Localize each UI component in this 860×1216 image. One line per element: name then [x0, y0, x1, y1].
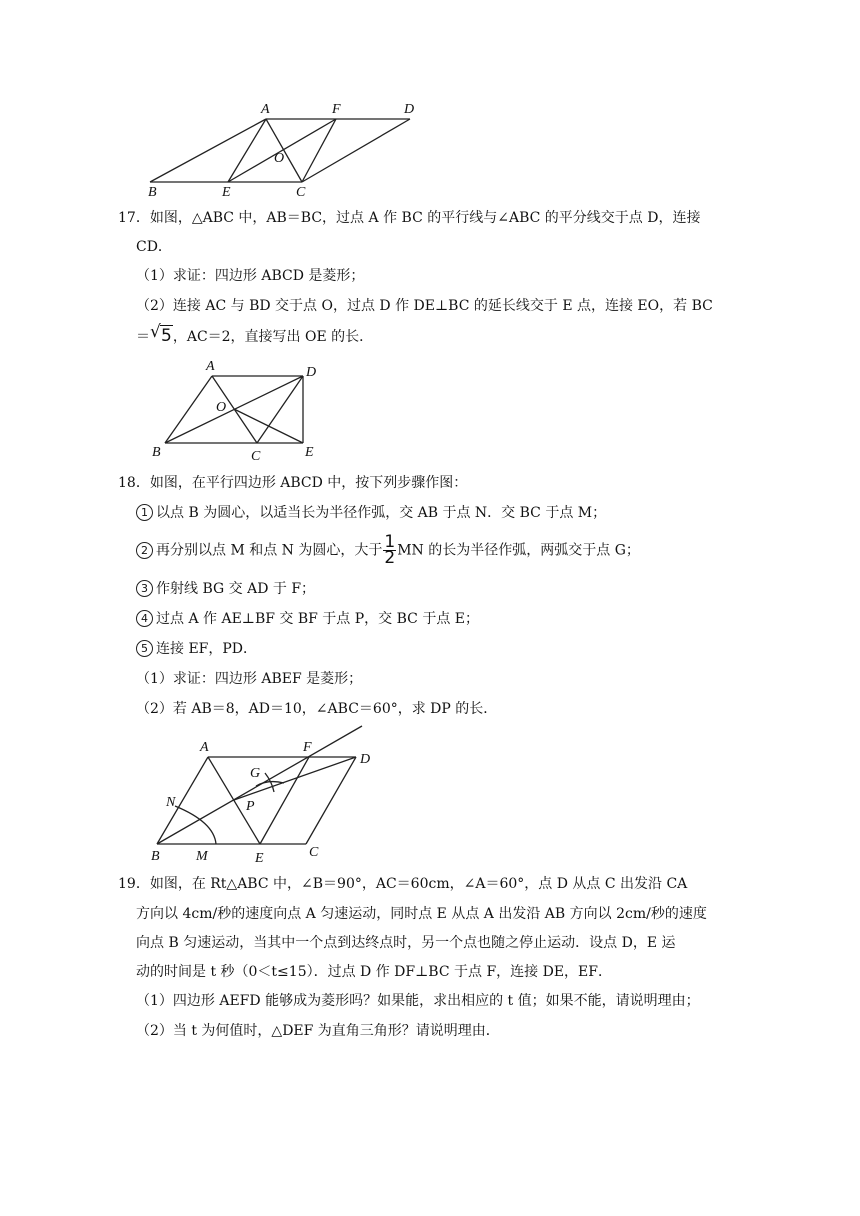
label-E: E [222, 185, 231, 200]
fraction-half [383, 532, 396, 568]
q17-part2-rest: ，AC＝2，直接写出 OE 的长． [172, 329, 374, 345]
label-C: C [309, 845, 319, 860]
fraction-numerator: 1 [384, 532, 396, 552]
q17-part2-line1: （2）连接 AC 与 BD 交于点 O，过点 D 作 DE⊥BC 的延长线交于 E 点，连接 EO，若 BC [136, 298, 713, 314]
q19-line2: 方向以 4cm/秒的速度向点 A 匀速运动，同时点 E 从点 A 出发沿 AB 方向以 2cm/秒的速度 [136, 906, 707, 922]
step-marker-3: 3 [136, 580, 153, 597]
label-E: E [305, 445, 314, 460]
step-text-4: 过点 A 作 AE⊥BF 交 BF 于点 P，交 BC 于点 E； [156, 611, 480, 627]
step-marker-5: 5 [136, 640, 153, 657]
label-F: F [332, 102, 341, 117]
segment-AE [228, 119, 266, 182]
ray-BG [157, 726, 362, 844]
q19-part2: （2）当 t 为何值时，△DEF 为直角三角形？请说明理由． [136, 1023, 500, 1039]
segment-OE [234, 409, 303, 443]
label-B: B [152, 445, 161, 460]
q18-step5 [136, 639, 257, 659]
label-D: D [404, 102, 415, 117]
segment-AB [165, 376, 212, 443]
q18-part1: （1）求证：四边形 ABEF 是菱形； [136, 671, 363, 687]
step-marker-2: 2 [136, 542, 153, 559]
label-M: M [196, 849, 208, 864]
step-text-5: 连接 EF，PD． [156, 641, 258, 657]
q18-step1 [136, 503, 606, 523]
step-text-2a: 再分别以点 M 和点 N 为圆心，大于 [156, 542, 383, 559]
q19-line3: 向点 B 匀速运动，当其中一个点到达终点时，另一个点也随之停止运动．设点 D，E 运 [136, 935, 676, 951]
q18-step2 [136, 532, 640, 568]
label-G: G [250, 766, 261, 781]
step-text-2b: MN 的长为半径作弧，两弧交于点 G； [397, 542, 640, 559]
segment-CD [302, 119, 410, 182]
label-F: F [303, 740, 312, 755]
q19-part1: （1）四边形 AEFD 能够成为菱形吗？如果能，求出相应的 t 值；如果不能，请说明理由； [136, 993, 700, 1009]
step-marker-1: 1 [136, 504, 153, 521]
sqrt-expression: √ 5 [150, 322, 172, 346]
label-O: O [216, 400, 227, 415]
label-B: B [151, 849, 160, 864]
fraction-denominator: 2 [384, 548, 396, 568]
q17-line1: 17．如图，△ABC 中，AB＝BC，过点 A 作 BC 的平行线与∠ABC 的平分线交于点 D，连接 [118, 210, 701, 226]
label-A: A [200, 740, 209, 755]
figure-q17 [150, 355, 330, 465]
segment-AB [157, 757, 208, 844]
step-text-1: 以点 B 为圆心，以适当长为半径作弧，交 AB 于点 N．交 BC 于点 M； [156, 505, 607, 521]
sqrt-radicand: 5 [161, 326, 172, 346]
q18-part2: （2）若 AB＝8，AD＝10，∠ABC＝60°，求 DP 的长． [136, 701, 498, 717]
q18-step4 [136, 609, 479, 629]
q17-part1: （1）求证：四边形 ABCD 是菱形； [136, 268, 365, 284]
q18-step3 [136, 579, 315, 599]
step-text-3: 作射线 BG 交 AD 于 F； [156, 581, 316, 597]
label-A: A [261, 102, 270, 117]
q17-line2: CD． [136, 239, 172, 255]
label-P: P [246, 799, 255, 814]
segment-BA [150, 119, 266, 182]
q17-part2-line2 [136, 322, 374, 347]
segment-DC [306, 757, 356, 844]
label-A: A [206, 359, 215, 374]
label-B: B [148, 185, 157, 200]
segment-CD [257, 376, 303, 443]
label-E: E [255, 851, 264, 866]
arc-MN [175, 806, 216, 844]
label-C: C [251, 449, 261, 464]
figure-q18 [148, 722, 378, 867]
figure-parallelogram-top [140, 96, 440, 200]
q19-line4: 动的时间是 t 秒（0＜t≤15）．过点 D 作 DF⊥BC 于点 F，连接 DE，EF． [136, 964, 612, 980]
q18-line1: 18．如图，在平行四边形 ABCD 中，按下列步骤作图： [118, 475, 468, 491]
label-D: D [306, 365, 317, 380]
label-C: C [296, 185, 306, 200]
label-N: N [166, 795, 176, 810]
q17-eq: ＝ [136, 329, 150, 345]
step-marker-4: 4 [136, 610, 153, 627]
q19-line1: 19．如图，在 Rt△ABC 中，∠B＝90°，AC＝60cm，∠A＝60°，点 D 从点 C 出发沿 CA [118, 876, 688, 892]
label-O: O [274, 151, 285, 166]
label-D: D [360, 752, 371, 767]
